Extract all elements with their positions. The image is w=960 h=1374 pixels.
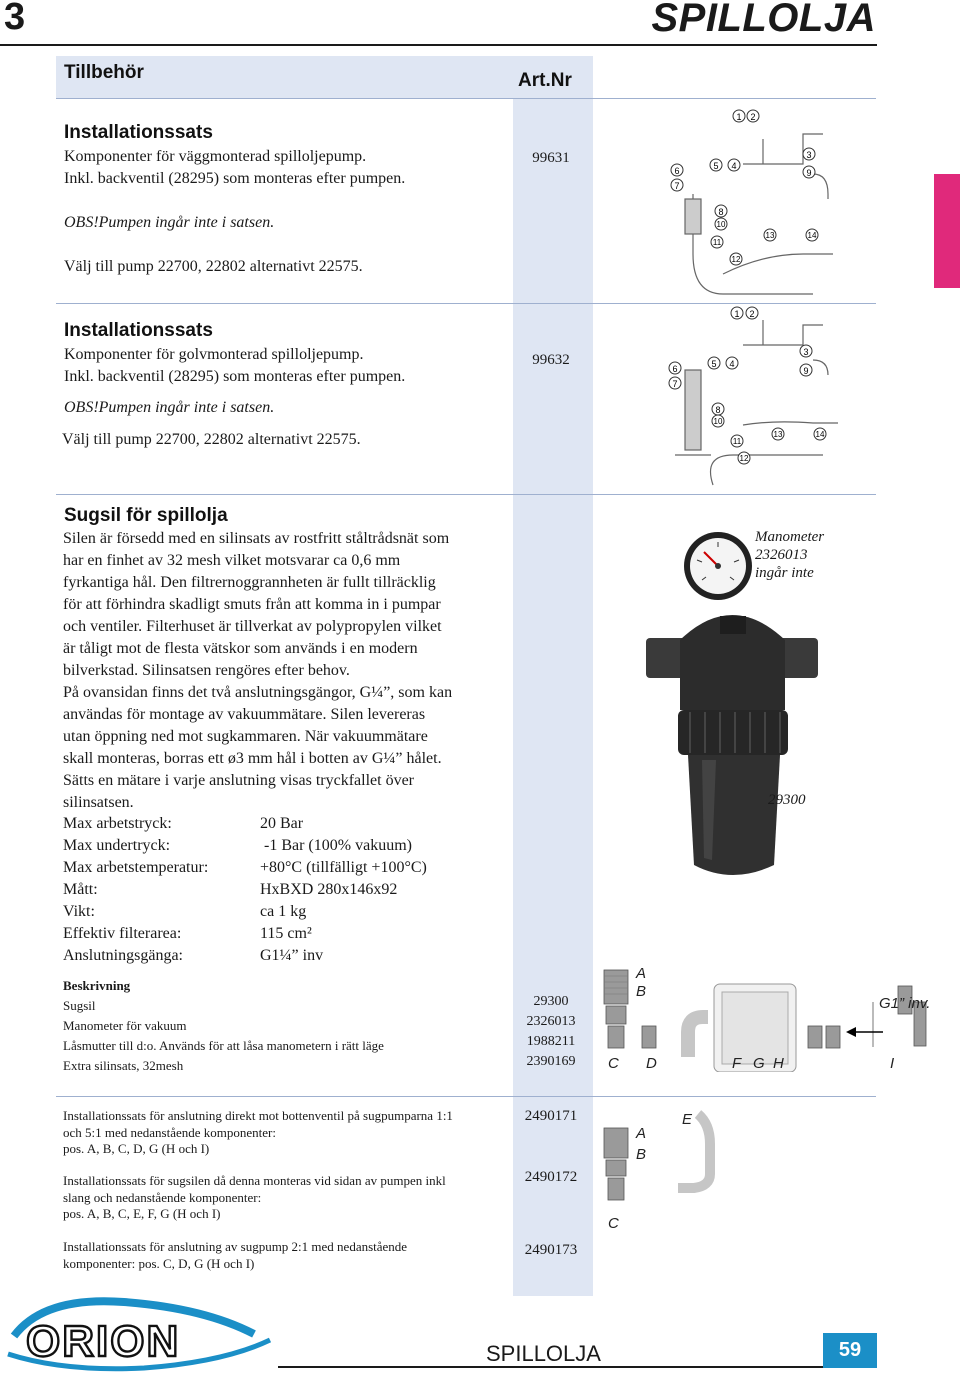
fitting-label-G: G (753, 1055, 765, 1072)
manometer-image (682, 530, 754, 602)
diagram2-label-6: 6 (672, 364, 678, 374)
installation-diagram-floor (663, 305, 873, 491)
section1-choose: Välj till pump 22700, 22802 alternativt 22575. (64, 258, 363, 275)
manometer-caption: Manometer 2326013 ingår inte (755, 529, 825, 581)
fitting-kit-diagram (598, 1104, 778, 1238)
diagram2-label-5: 5 (711, 359, 717, 369)
beskrivning-list (63, 998, 384, 1078)
kit-1-artnr: 2490171 (524, 1108, 578, 1124)
spec-row: Vikt: ca 1 kg (63, 903, 307, 920)
section2-choose: Välj till pump 22700, 22802 alternativt 22575. (62, 431, 361, 448)
header-underline (56, 98, 876, 99)
installation-diagram-wall (663, 104, 873, 300)
kit-1-text: Installationssats för anslutning direkt mot bottenventil på sugpumparna 1:1 och 5:1 med nedanstående komponenter: pos. A, B, C, D, G (H och I) (63, 1108, 453, 1156)
diagram2-label-7: 7 (672, 379, 678, 389)
fitting2-label-B: B (636, 1146, 647, 1163)
diagram2-label-4: 4 (729, 359, 735, 369)
diagram2-label-1: 1 (734, 309, 740, 319)
spec-row: Effektiv filterarea: 115 cm² (63, 925, 312, 942)
list-item: Manometer för vakuum (63, 1018, 187, 1033)
spec-row: Mått: HxBXD 280x146x92 (63, 881, 398, 898)
diagram-label-1: 1 (736, 112, 742, 122)
fitting-label-A: A (636, 965, 647, 982)
spec-row: Max arbetstemperatur: +80°C (tillfälligt +100°C) (63, 859, 427, 876)
section1-divider (56, 303, 876, 304)
header-rule (0, 44, 877, 46)
fitting2-label-A: A (636, 1125, 647, 1142)
kit-3-text: Installationssats för anslutning av sugpump 2:1 med nedanstående komponenter: pos. C, D, G (H och I) (63, 1239, 408, 1271)
footer-page-number: 59 (823, 1333, 877, 1368)
section2-artnr: 99632 (532, 352, 570, 368)
section3-paragraph: Silen är försedd med en silinsats av rostfritt ståltrådsnät som har en finhet av 32 mesh vilket motsvarar ca 0,6 mm fyrkantiga hål. Den filtrernoggrannheten är fullt tillräcklig för att förhindra skadligt smuts från att komma in i pumpar och ventiler. Filterhuset är tillverkat av polypropylen vilket är tåligt mot de flesta vätskor som används i en modern bilverkstad. Silinsatsen rengöres efter behov. På ovansidan finns det två anslutningsgängor, G¼”, som kan användas för montage av vakuummätare. Silen levereras utan öppning ned mot sugkammaren. När vakuummätare skall monteras, borras ett ø3 mm hål i botten av G¼” hålet. Sätts en mätare i varje anslutning visas tryckfallet över silinsatsen. (63, 530, 453, 811)
diagram2-label-12: 12 (739, 454, 749, 463)
fitting-label-G1: G1” inv. (879, 995, 931, 1012)
diagram-label-4: 4 (731, 161, 737, 171)
diagram2-label-8: 8 (715, 405, 721, 415)
diagram-label-12: 12 (731, 255, 741, 264)
spec-row: Max arbetstryck: 20 Bar (63, 815, 304, 832)
footer-title: SPILLOLJA (486, 1341, 601, 1366)
section1-text: Komponenter för väggmonterad spilloljepump. Inkl. backventil (28295) som monteras efter pumpen. (64, 148, 406, 187)
kit-3-artnr: 2490173 (524, 1242, 578, 1258)
diagram-label-13: 13 (765, 231, 775, 240)
fitting-label-H: H (773, 1055, 784, 1072)
kit-2-artnr: 2490172 (524, 1169, 578, 1185)
diagram2-label-9: 9 (803, 366, 809, 376)
chapter-tab (934, 174, 960, 288)
spec-row: Anslutningsgänga: G1¼” inv (63, 947, 324, 964)
section3-divider (56, 1096, 876, 1097)
section1-title: Installationssats (64, 122, 213, 143)
spec-table (63, 813, 427, 967)
list-item: Extra silinsats, 32mesh (63, 1058, 184, 1073)
filter-housing-image (640, 600, 830, 885)
section1-artnr: 99631 (532, 150, 570, 166)
table-header-right: Art.Nr (518, 70, 572, 91)
list-item: Låsmutter till d:o. Används för att låsa manometern i rätt läge (63, 1038, 384, 1053)
section1-note: OBS!Pumpen ingår inte i satsen. (64, 214, 275, 231)
diagram-label-10: 10 (716, 220, 726, 229)
diagram-label-8: 8 (718, 207, 724, 217)
section2-divider (56, 494, 876, 495)
diagram-label-7: 7 (674, 181, 680, 191)
diagram2-label-14: 14 (815, 430, 825, 439)
diagram-label-11: 11 (712, 238, 722, 247)
page-chapter-number: 3 (4, 0, 26, 38)
logo-text: ORION (26, 1317, 181, 1366)
fitting-label-F: F (732, 1055, 742, 1072)
fitting-assembly-diagram (598, 962, 940, 1072)
diagram2-label-10: 10 (713, 417, 723, 426)
list-item: Sugsil (63, 998, 96, 1013)
fitting-label-C: C (608, 1055, 619, 1072)
diagram-label-9: 9 (806, 168, 812, 178)
filter-caption: 29300 (768, 792, 806, 808)
page-title: SPILLOLJA (651, 0, 876, 40)
fitting-label-I: I (890, 1055, 895, 1072)
orion-logo (4, 1296, 274, 1374)
diagram2-label-11: 11 (732, 437, 742, 446)
diagram2-label-13: 13 (773, 430, 783, 439)
diagram2-label-2: 2 (749, 309, 755, 319)
fitting2-label-C: C (608, 1215, 619, 1232)
kit-2-text: Installationssats för sugsilen då denna monteras vid sidan av pumpen inkl slang och nedanstående komponenter: pos. A, B, C, E, F, G (H och I) (63, 1173, 446, 1221)
diagram-label-5: 5 (713, 161, 719, 171)
diagram-label-6: 6 (674, 166, 680, 176)
fitting-label-B: B (636, 983, 647, 1000)
fitting-label-D: D (646, 1055, 657, 1072)
fitting2-label-E: E (682, 1111, 693, 1128)
section2-note: OBS!Pumpen ingår inte i satsen. (64, 399, 275, 416)
table-header-left: Tillbehör (64, 62, 144, 83)
section3-title: Sugsil för spillolja (64, 505, 228, 526)
beskrivning-heading: Beskrivning (63, 978, 131, 993)
spec-row: Max undertryck: -1 Bar (100% vakuum) (63, 837, 412, 854)
beskrivning-artnr-list: 29300 2326013 1988211 2390169 (526, 994, 576, 1069)
diagram2-label-3: 3 (803, 347, 809, 357)
diagram-label-3: 3 (806, 150, 812, 160)
section2-text: Komponenter för golvmonterad spilloljepump. Inkl. backventil (28295) som monteras efter pumpen. (64, 346, 406, 385)
diagram-label-14: 14 (807, 231, 817, 240)
diagram-label-2: 2 (750, 112, 756, 122)
section2-title: Installationssats (64, 320, 213, 341)
